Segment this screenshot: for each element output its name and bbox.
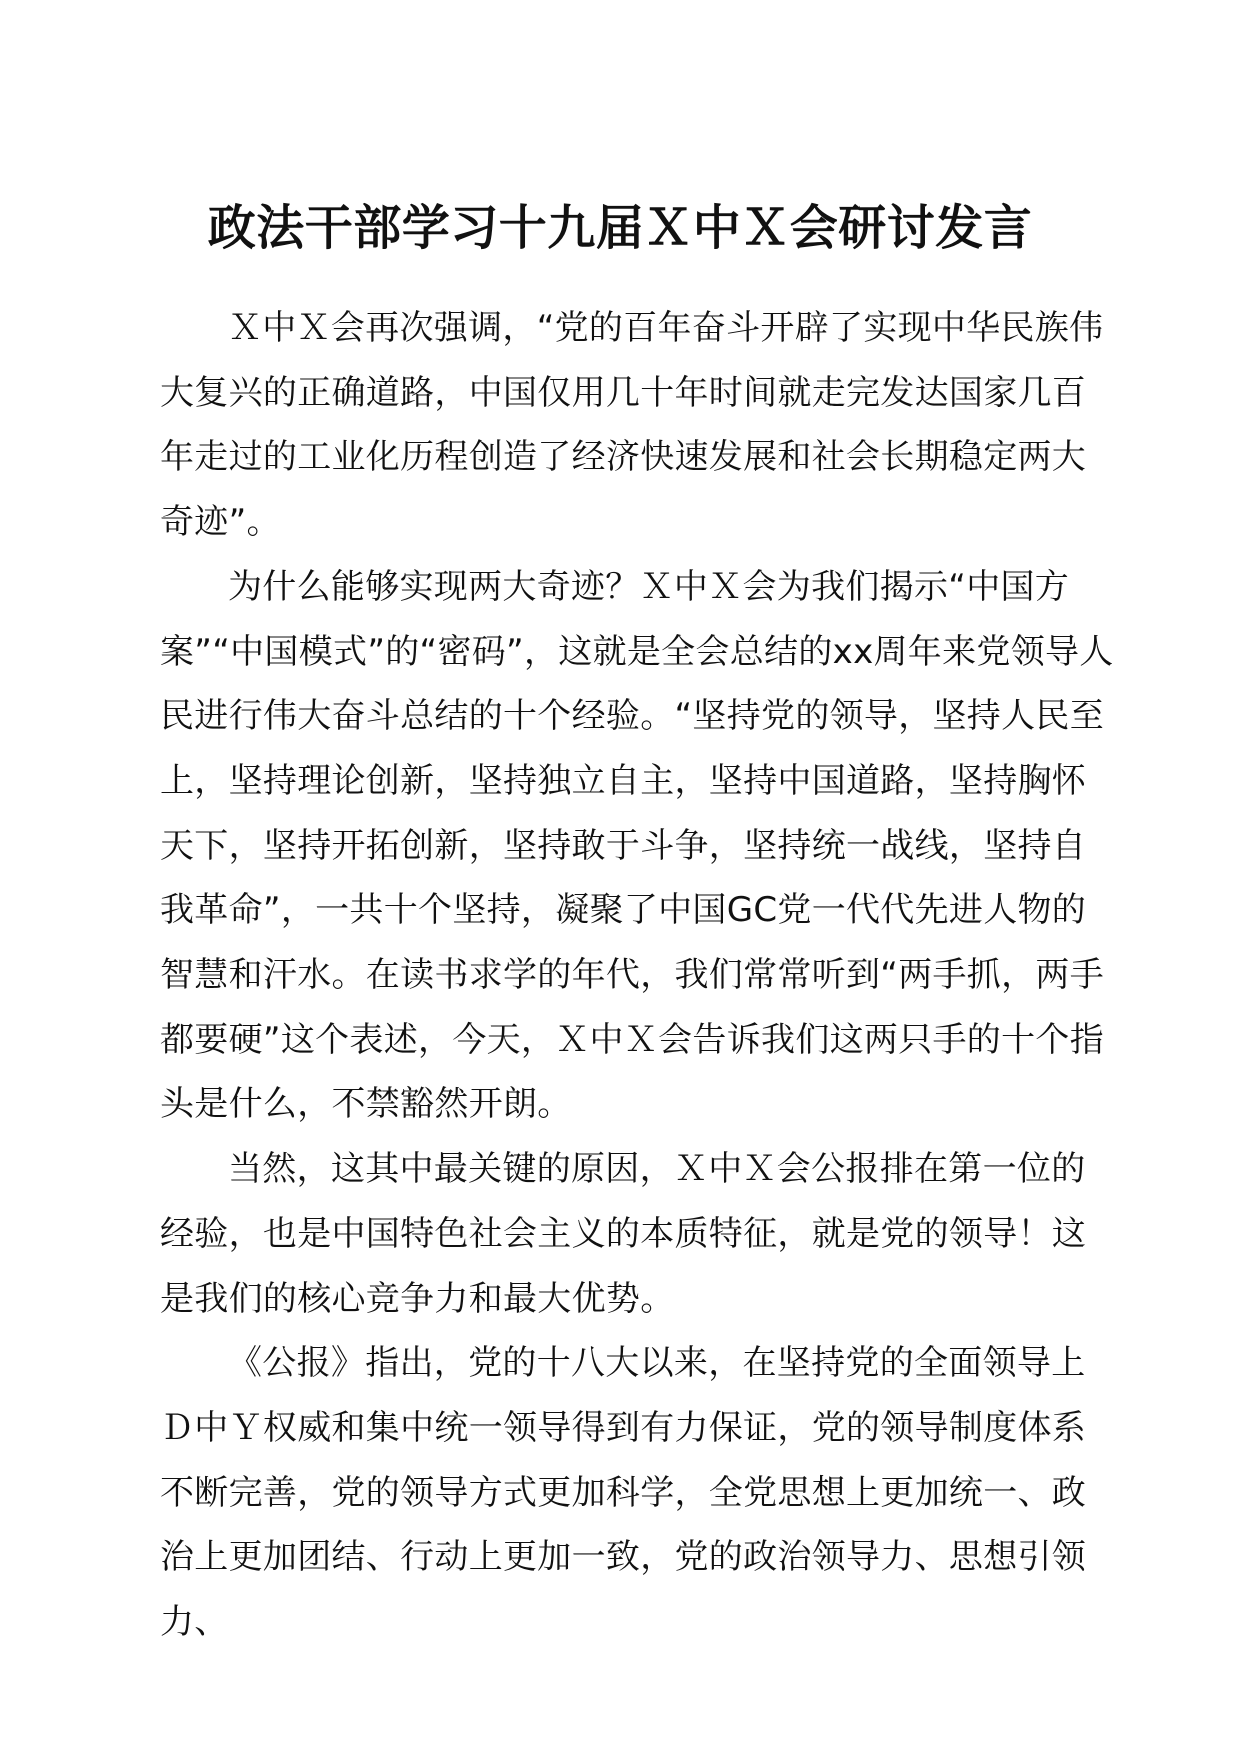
paragraph: Ｘ中Ｘ会再次强调，“党的百年奋斗开辟了实现中华民族伟大复兴的正确道路，中国仅用几十年时间就走完发达国家几百年走过的工业化历程创造了经济快速发展和社会长期稳定两大奇迹”。 (160, 308, 1104, 543)
paragraph: 为什么能够实现两大奇迹？Ｘ中Ｘ会为我们揭示“中国方案”“中国模式”的“密码”，这就是全会总结的xx周年来党领导人民进行伟大奋斗总结的十个经验。“坚持党的领导，坚持人民至上，坚持理论创新，坚持独立自主，坚持中国道路，坚持胸怀天下，坚持开拓创新，坚持敢于斗争，坚持统一战线，坚持自我革命”，一共十个坚持，凝聚了中国GC党一代代先进人物的智慧和汗水。在读书求学的年代，我们常常听到“两手抓，两手都要硬”这个表述，今天，Ｘ中Ｘ会告诉我们这两只手的十个指头是什么，不禁豁然开朗。 (160, 566, 1114, 1125)
document-title: 政法干部学习十九届Ｘ中Ｘ会研讨发言 (207, 200, 1033, 256)
paragraph: 当然，这其中最关键的原因，Ｘ中Ｘ会公报排在第一位的经验，也是中国特色社会主义的本质特征，就是党的领导！这是我们的核心竞争力和最大优势。 (160, 1149, 1087, 1319)
document-body (160, 296, 1115, 1655)
paragraph: 《公报》指出，党的十八大以来，在坚持党的全面领导上Ｄ中Ｙ权威和集中统一领导得到有力保证，党的领导制度体系不断完善，党的领导方式更加科学，全党思想上更加统一、政治上更加团结、行动上更加一致，党的政治领导力、思想引领力、 (160, 1343, 1087, 1643)
